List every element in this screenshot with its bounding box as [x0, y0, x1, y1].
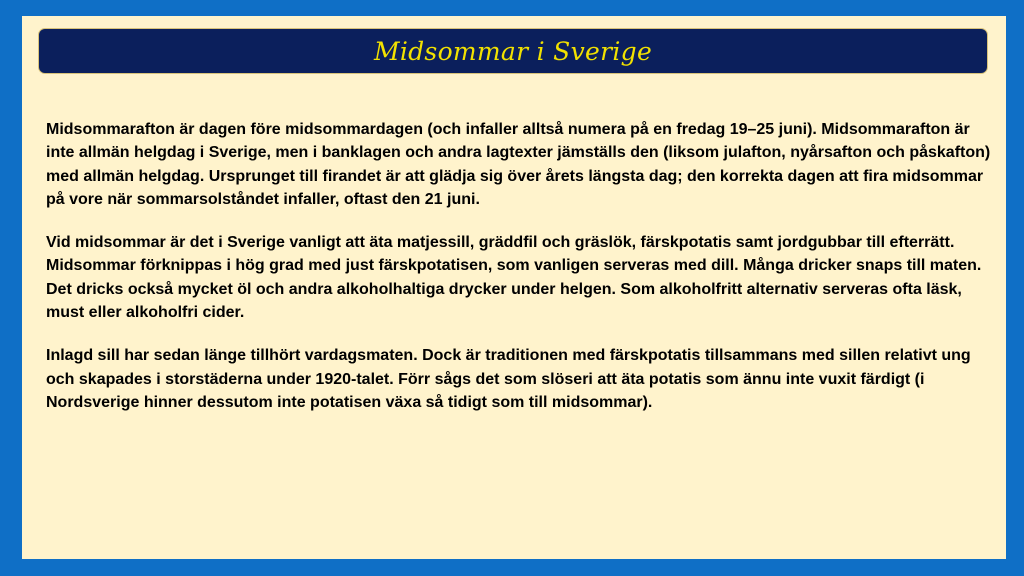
- slide-body: [46, 118, 996, 434]
- paragraph-1: Midsommarafton är dagen före midsommardagen (och infaller alltså numera på en fredag 19–25 juni). Midsommarafton är inte allmän helgdag i Sverige, men i banklagen och andra lagtexter jämställs den (liksom julafton, nyårsafton och påskafton) med allmän helgdag. Ursprunget till firandet är att glädja sig över årets längsta dag; den korrekta dagen att fira midsommar på vore när sommarsolståndet infaller, oftast den 21 juni.: [46, 121, 991, 208]
- slide-title: Midsommar i Sverige: [373, 36, 653, 66]
- paragraph-3: Inlagd sill har sedan länge tillhört vardagsmaten. Dock är traditionen med färskpotatis tillsammans med sillen relativt ung och skapades i storstäderna under 1920-talet. Förr sågs det som slöseri att äta potatis som ännu inte vuxit färdigt (i Nordsverige hinner dessutom inte potatisen växa så tidigt som till midsommar).: [46, 347, 971, 411]
- title-bar: [38, 28, 988, 74]
- paragraph-2: Vid midsommar är det i Sverige vanligt att äta matjessill, gräddfil och gräslök, färskpotatis samt jordgubbar till efterrätt. Midsommar förknippas i hög grad med just färskpotatisen, som vanligen serveras med dill. Många dricker snaps till maten. Det dricks också mycket öl och andra alkoholhaltiga drycker under helgen. Som alkoholfritt alternativ serveras ofta läsk, must eller alkoholfri cider.: [46, 234, 982, 322]
- slide: [22, 16, 1006, 559]
